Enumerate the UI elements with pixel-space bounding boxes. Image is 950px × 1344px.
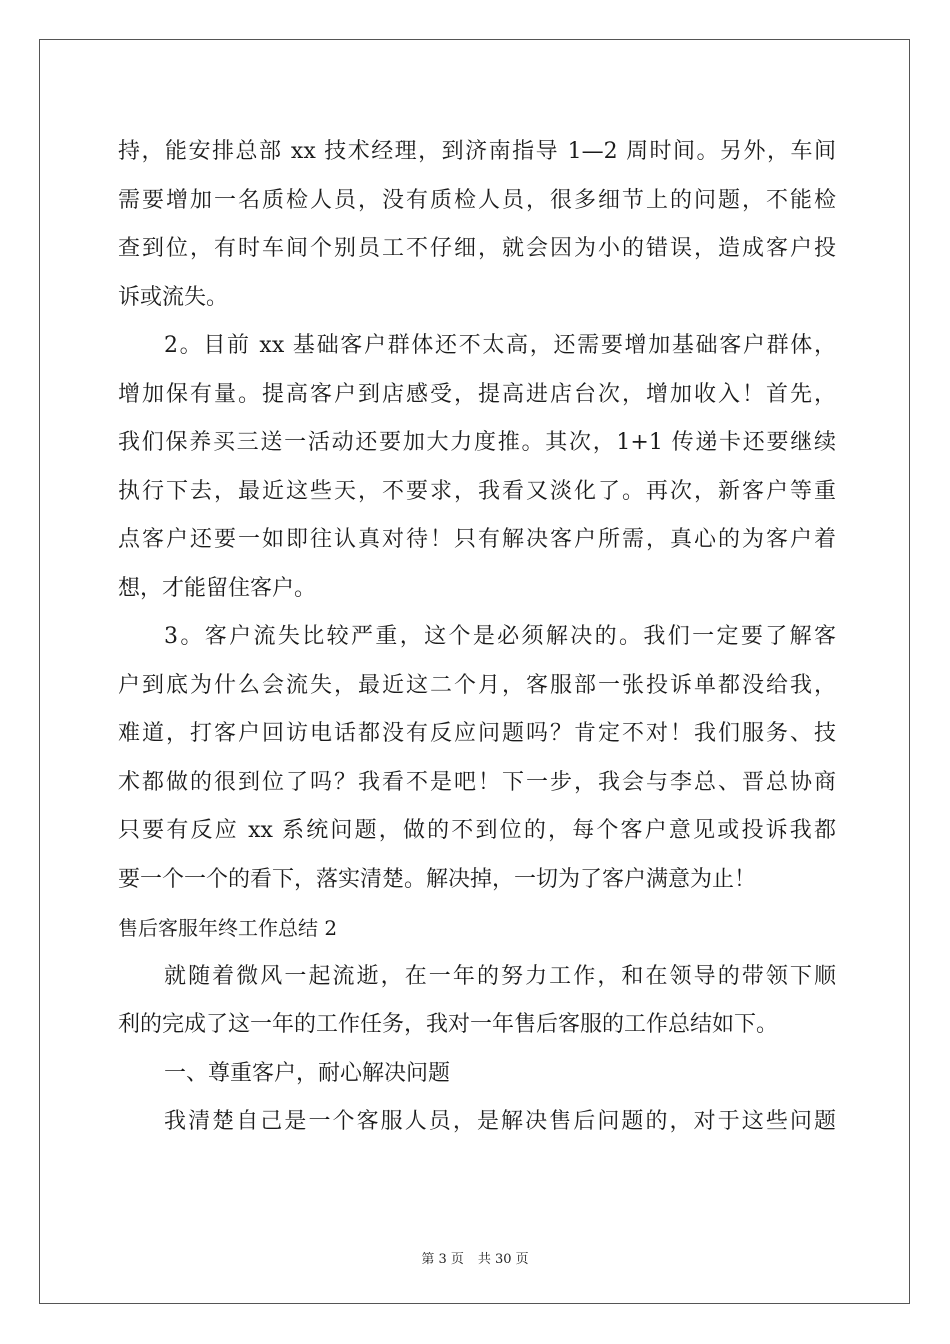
text-line: 户到底为什么会流失，最近这二个月，客服部一张投诉单都没给我， bbox=[118, 672, 836, 698]
text-line: 我们保养买三送一活动还要加大力度推。其次，1+1 传递卡还要继续 bbox=[118, 430, 836, 455]
text-line: 诉或流失。 bbox=[118, 284, 229, 310]
page-number: 第 3 页 bbox=[421, 1252, 464, 1267]
text-line: 要一个一个的看下，落实清楚。解决掉，一切为了客户满意为止！ bbox=[118, 866, 757, 892]
text-line: 2。目前 xx 基础客户群体还不太高，还需要增加基础客户群体， bbox=[164, 333, 836, 358]
text-line: 查到位，有时车间个别员工不仔细，就会因为小的错误，造成客户投 bbox=[118, 236, 836, 261]
text-line: 3。客户流失比较严重，这个是必须解决的。我们一定要了解客 bbox=[164, 624, 836, 649]
text-line: 需要增加一名质检人员，没有质检人员，很多细节上的问题，不能检 bbox=[118, 187, 836, 213]
document-body bbox=[118, 128, 836, 1147]
section-heading: 售后客服年终工作总结 2 bbox=[118, 916, 338, 940]
text-line: 术都做的很到位了吗？我看不是吧！下一步，我会与李总、晋总协商 bbox=[118, 769, 836, 795]
text-line: 增加保有量。提高客户到店感受，提高进店台次，增加收入！首先， bbox=[118, 381, 836, 407]
text-line: 点客户还要一如即往认真对待！只有解决客户所需，真心的为客户着 bbox=[118, 527, 836, 552]
text-line: 我清楚自己是一个客服人员，是解决售后问题的，对于这些问题 bbox=[164, 1109, 836, 1134]
page-total: 共 30 页 bbox=[477, 1252, 529, 1267]
text-line: 持，能安排总部 xx 技术经理，到济南指导 1—2 周时间。另外，车间 bbox=[118, 139, 836, 164]
text-line: 执行下去，最近这些天，不要求，我看又淡化了。再次，新客户等重 bbox=[118, 478, 836, 504]
text-line: 难道，打客户回访电话都没有反应问题吗？肯定不对！我们服务、技 bbox=[118, 721, 836, 746]
text-line: 只要有反应 xx 系统问题，做的不到位的，每个客户意见或投诉我都 bbox=[118, 818, 836, 843]
text-line: 想，才能留住客户。 bbox=[118, 575, 317, 601]
text-line: 利的完成了这一年的工作任务，我对一年售后客服的工作总结如下。 bbox=[118, 1012, 779, 1037]
page-footer bbox=[0, 1248, 950, 1267]
text-line: 一、尊重客户，耐心解决问题 bbox=[164, 1060, 451, 1086]
text-line: 就随着微风一起流逝，在一年的努力工作，和在领导的带领下顺 bbox=[164, 963, 836, 989]
